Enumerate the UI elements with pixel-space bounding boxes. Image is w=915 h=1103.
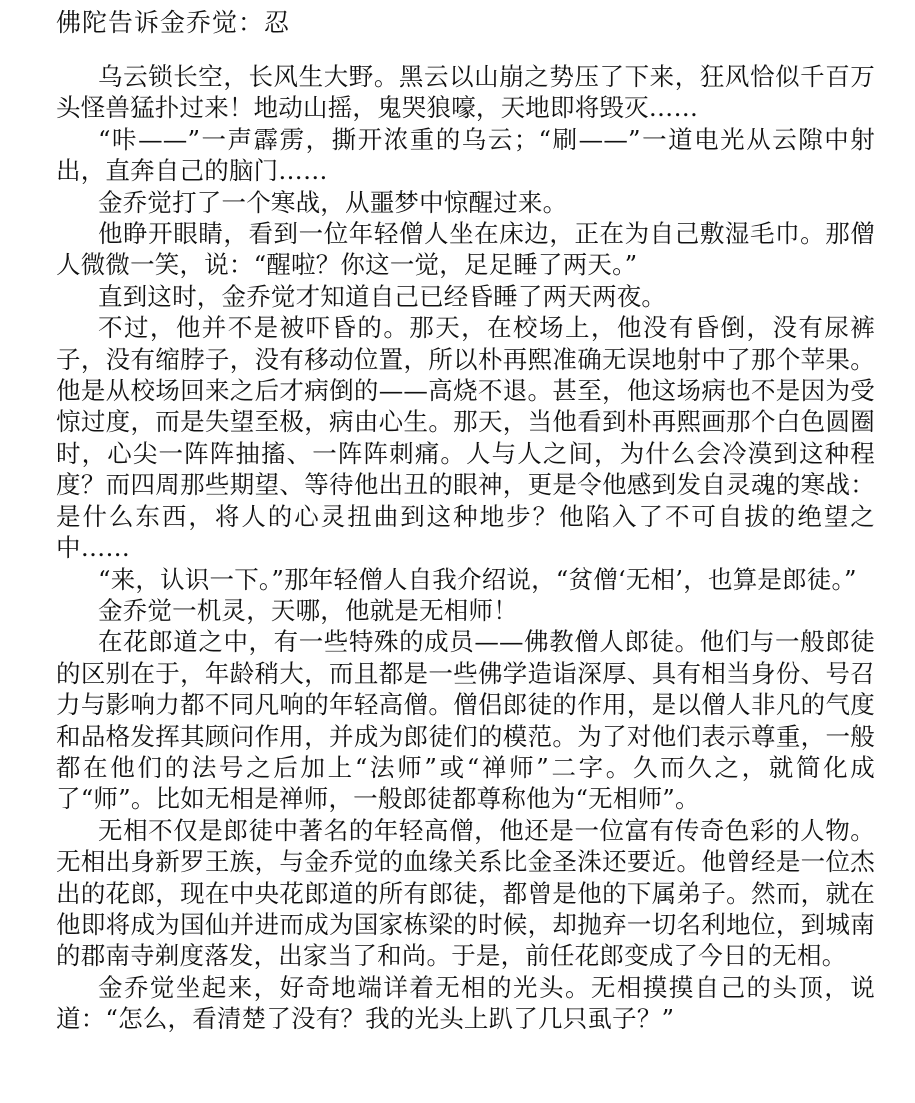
paragraph: 乌云锁长空，长风生大野。黑云以山崩之势压了下来，狂风恰似千百万头怪兽猛扑过来！地动山摇，鬼哭狼嚎，天地即将毁灭…… xyxy=(56,62,875,123)
paragraph: “咔——”一声霹雳，撕开浓重的乌云；“刷——”一道电光从云隙中射出，直奔自己的脑门…… xyxy=(56,124,875,186)
paragraph: 直到这时，金乔觉才知道自己已经昏睡了两天两夜。 xyxy=(98,281,667,311)
paragraph: 金乔觉一机灵，天哪，他就是无相师！ xyxy=(98,595,518,625)
paragraph: 在花郎道之中，有一些特殊的成员——佛教僧人郎徒。他们与一般郎徒的区别在于，年龄稍大，而且都是一些佛学造诣深厚、具有相当身份、号召力与影响力都不同凡响的年轻高僧。僧侣郎徒的作用，是以僧人非凡的气度和品格发挥其顾问作用，并成为郎徒们的模范。为了对他们表示尊重，一般都在他们的法号之后加上“法师”或“禅师”二字。久而久之，就简化成了“师”。比如无相是禅师，一般郎徒都尊称他为“无相师”。 xyxy=(56,627,875,814)
paragraph: 金乔觉打了一个寒战，从噩梦中惊醒过来。 xyxy=(98,187,568,217)
paragraph: 他睁开眼睛，看到一位年轻僧人坐在床边，正在为自己敷湿毛巾。那僧人微微一笑，说：“醒啦？你这一觉，足足睡了两天。” xyxy=(56,219,875,280)
paragraph: 金乔觉坐起来，好奇地端详着无相的光头。无相摸摸自己的头顶，说道：“怎么，看清楚了没有？我的光头上趴了几只虱子？” xyxy=(56,972,875,1034)
paragraph: 不过，他并不是被吓昏的。那天，在校场上，他没有昏倒，没有尿裤子，没有缩脖子，没有移动位置，所以朴再熙准确无误地射中了那个苹果。他是从校场回来之后才病倒的——高烧不退。甚至，他这场病也不是因为受惊过度，而是失望至极，病由心生。那天，当他看到朴再熙画那个白色圆圈时，心尖一阵阵抽搐、一阵阵刺痛。人与人之间，为什么会冷漠到这种程度？而四周那些期望、等待他出丑的眼神，更是令他感到发自灵魂的寒战：是什么东西，将人的心灵扭曲到这种地步？他陷入了不可自拔的绝望之中…… xyxy=(56,313,875,563)
page-title: 佛陀告诉金乔觉：忍 xyxy=(56,8,291,37)
paragraph: “来，认识一下。”那年轻僧人自我介绍说，“贫僧‘无相’，也算是郎徒。” xyxy=(98,564,857,594)
paragraph: 无相不仅是郎徒中著名的年轻高僧，他还是一位富有传奇色彩的人物。无相出身新罗王族，与金乔觉的血缘关系比金圣洙还要近。他曾经是一位杰出的花郎，现在中央花郎道的所有郎徒，都曾是他的下属弟子。然而，就在他即将成为国仙并进而成为国家栋梁的时候，却抛弃一切名利地位，到城南的郡南寺剃度落发，出家当了和尚。于是，前任花郎变成了今日的无相。 xyxy=(56,815,875,971)
body-text xyxy=(56,61,875,1035)
